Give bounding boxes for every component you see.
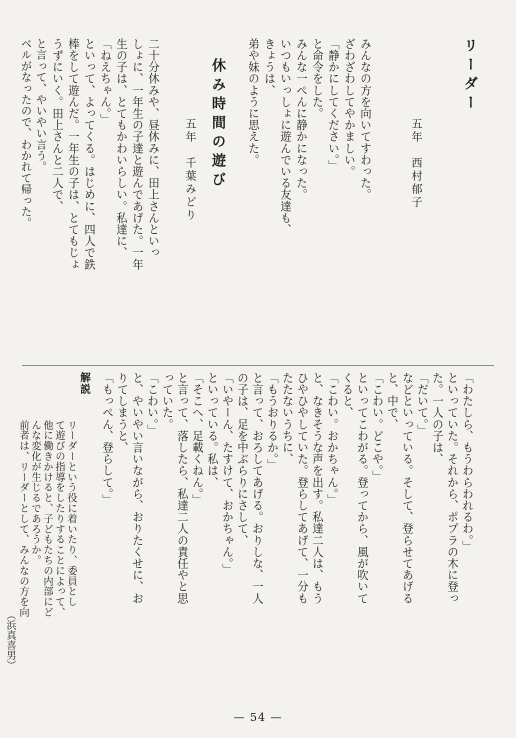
commentary-heading: 解説 bbox=[79, 372, 91, 395]
essay2-continued-line: 「そこへ、足載くねん。」 bbox=[191, 372, 204, 506]
essay2-line: といって、よってくる。はじめに、四人で鉄 bbox=[83, 38, 96, 270]
essay1-line: みんなの方を向いてすわった。 bbox=[359, 38, 372, 201]
commentary-line: 他に働きかけると、子どもたちの内部にど bbox=[41, 420, 52, 618]
essay2-line: 二十分休みや、昼休みに、田上さんといっ bbox=[147, 38, 160, 259]
essay2-ending-line: と言って、やいやい言う。 bbox=[35, 38, 48, 173]
essay1-line: いつもいっしょに遊んでいる友達も、 bbox=[279, 38, 292, 236]
essay2-continued-line: 「もうおりるか。」 bbox=[266, 372, 279, 471]
essay2-line: 生の子は、とてもかわいらしい。私達に、 bbox=[115, 38, 128, 259]
essay2-continued-line: といってこわがる。登ってから、風が吹いて bbox=[356, 372, 369, 604]
essay2-continued-line: ひやひやしていた。登らしてあげて、一分も bbox=[296, 372, 309, 604]
essay1-line: きょうは、 bbox=[263, 38, 276, 96]
essay2-continued-line: 「こわい。どこや。」 bbox=[371, 372, 384, 483]
essay2-continued-line: といっている。私は、 bbox=[206, 372, 219, 488]
essay2-continued-line: と、なきそうな声を出す。私達二人は、もう bbox=[311, 372, 324, 604]
essay-title-leader: リーダー bbox=[462, 38, 478, 114]
essay2-continued-line: 「いやーん、たすけて、おかちゃん。」 bbox=[221, 372, 234, 576]
essay2-ending-line: ベルがなったので、わかれて帰った。 bbox=[20, 38, 33, 229]
essay-title-recess-play: 休み時間の遊び bbox=[210, 58, 226, 191]
essay2-line: うずにいく。田上さんと二人で、 bbox=[51, 38, 64, 212]
commentary-line: んな変化が生じるであろうか。 bbox=[29, 420, 40, 566]
essay1-line: みんな一ぺんに静かになった。 bbox=[295, 38, 308, 201]
essay2-continued-line: 「こわい。」 bbox=[146, 372, 159, 436]
commentary-line: リーダーという役に着いたり、委員とし bbox=[65, 420, 76, 608]
essay2-continued-line: といっていた。それから、ポプラの木に登っ bbox=[446, 372, 459, 604]
essay2-continued-line: と言って、おろしてあげる。おりしな、一人 bbox=[251, 372, 264, 604]
essay1-line: 弟や妹のように思えた。 bbox=[247, 38, 260, 166]
essay1-line: と命令をした。 bbox=[311, 38, 324, 120]
essay1-line: 「静かにしてください。」 bbox=[327, 38, 340, 172]
essay2-continued-line: くると、 bbox=[341, 372, 354, 419]
essay2-continued-line: の子は、足を中ぶらりにさして、 bbox=[236, 372, 249, 546]
essay2-continued-line: っていた。 bbox=[161, 372, 174, 430]
essay2-line: 棒をして遊んだ。一年生の子は、とてもじょ bbox=[67, 38, 80, 270]
commentary-line: 前者は、リーダーとして、みんなの方を向 bbox=[17, 420, 28, 618]
essay2-continued-line: た。一人の子は、 bbox=[431, 372, 444, 465]
essay2-line: 「ねえちゃん。」 bbox=[99, 38, 112, 126]
essay2-continued-line: と、中で、 bbox=[386, 372, 399, 430]
essay2-continued-line: 「わたしら、もうわらわれるわ。」 bbox=[461, 372, 474, 552]
commentary-line: て遊びの指導をしたりすることによって、 bbox=[53, 420, 64, 618]
essay2-continued-line: などといっている。そして、登らせてあげる bbox=[401, 372, 414, 604]
essay-author-nishimura: 五年 西村郁子 bbox=[410, 118, 423, 209]
essay1-line: ざわざわしてやかましい。 bbox=[343, 38, 356, 178]
essay2-continued-line: りてしまうと、 bbox=[116, 372, 129, 454]
essay2-continued-line: たたないうちに、 bbox=[281, 372, 294, 465]
essay-author-chiba: 五年 千葉みどり bbox=[184, 118, 197, 222]
essay2-continued-line: 「もっぺん、登らして。」 bbox=[101, 372, 114, 506]
page-number: — 54 — bbox=[233, 711, 283, 724]
essay2-continued-line: 「だいて。」 bbox=[416, 372, 429, 436]
essay2-continued-line: 「こわい。おかちゃん。」 bbox=[326, 372, 339, 506]
essay2-continued-line: と言って、落したら、私達二人の責任やと思 bbox=[176, 372, 189, 604]
essay2-continued-line: と、やいやい言いながら、おりたくせに、お bbox=[131, 372, 144, 604]
commentary-signoff: （浜真喜男） bbox=[4, 610, 15, 670]
essay2-line: しょに、一年生の子達と遊んであげた。一年 bbox=[131, 38, 144, 270]
section-divider bbox=[22, 365, 494, 366]
